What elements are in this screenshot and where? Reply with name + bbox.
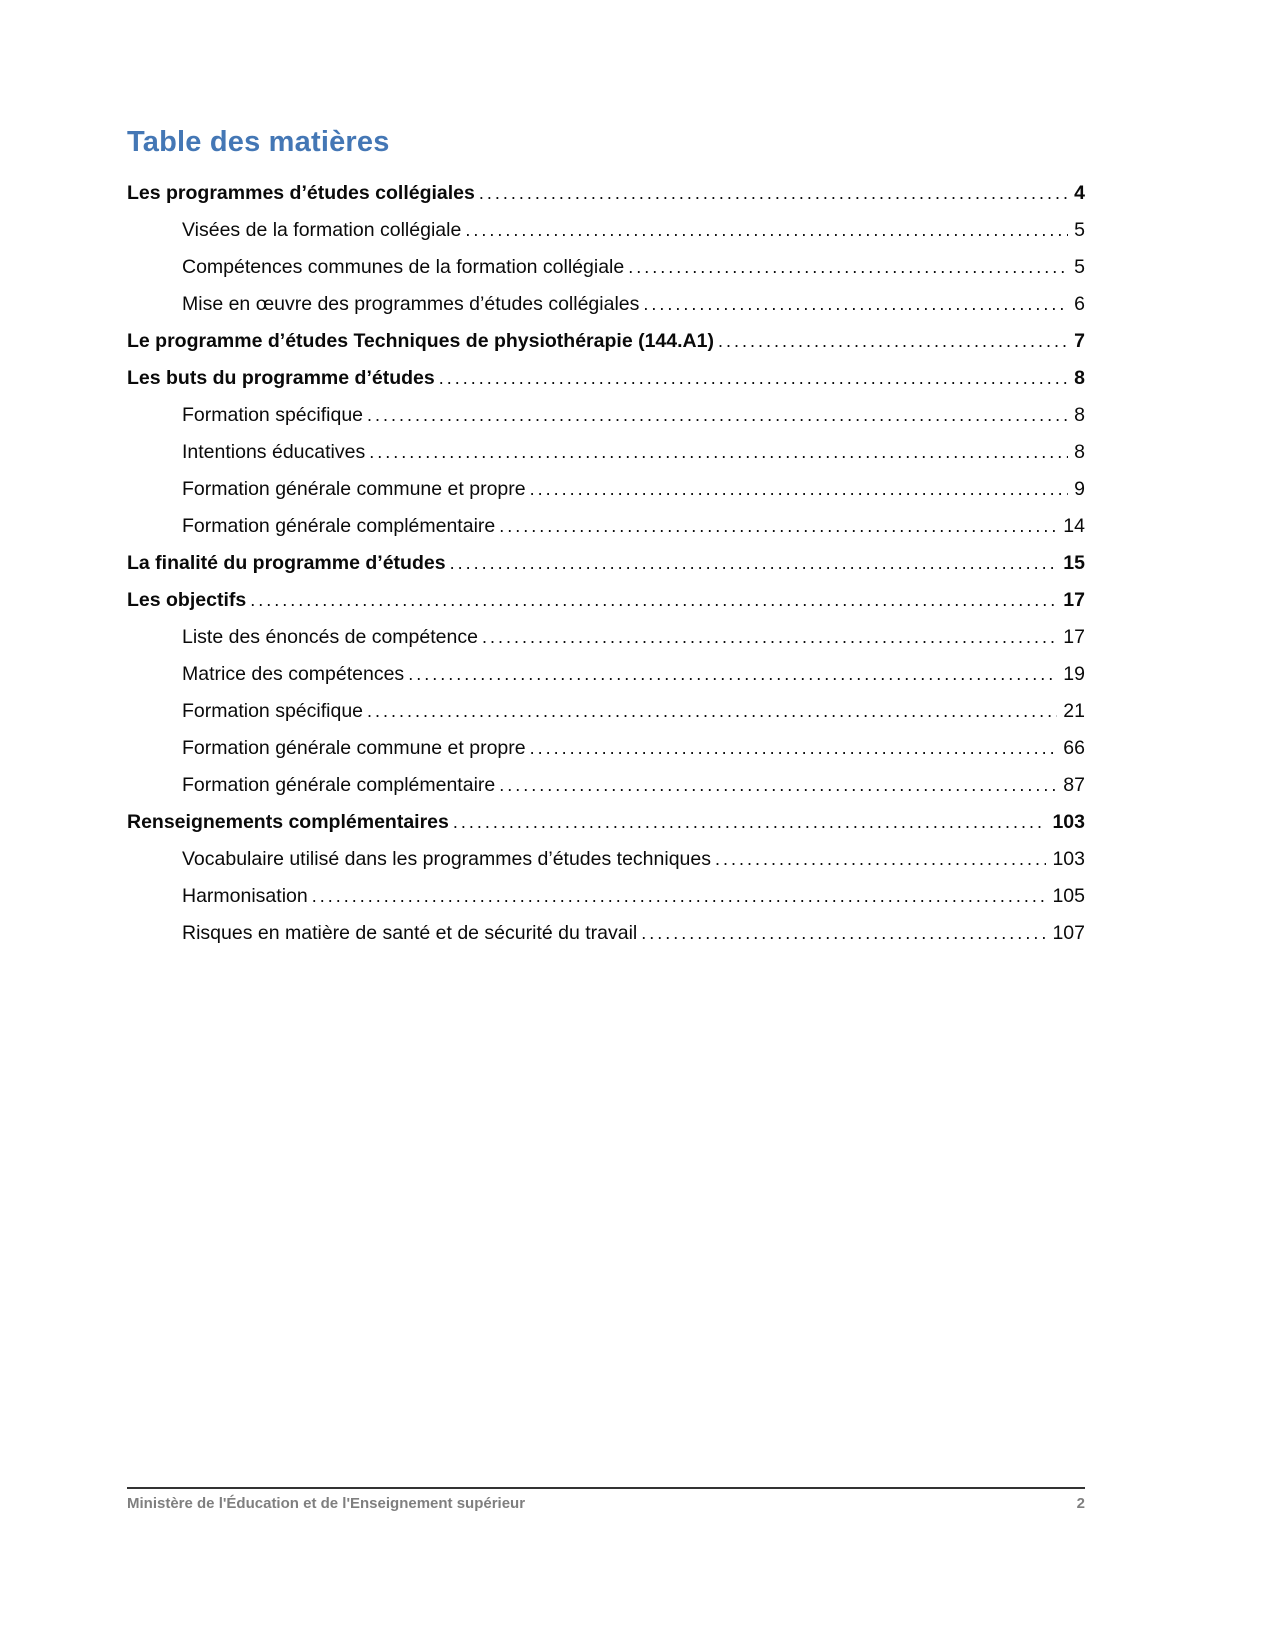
toc-entry-label: Harmonisation — [182, 885, 308, 907]
toc-entry-label: Visées de la formation collégiale — [182, 219, 462, 241]
toc-entry — [127, 397, 1085, 434]
toc-dot-leader — [312, 878, 1047, 915]
toc-page-number: 9 — [1074, 478, 1085, 500]
toc-entry-label: Le programme d’études Techniques de physiothérapie (144.A1) — [127, 330, 714, 352]
toc-entry-label: Renseignements complémentaires — [127, 811, 449, 833]
toc-entry-label: Formation générale commune et propre — [182, 737, 526, 759]
toc-entry — [127, 286, 1085, 323]
toc-entry — [127, 878, 1085, 915]
toc-entry — [127, 508, 1085, 545]
toc-entry-label: Formation générale complémentaire — [182, 515, 496, 537]
toc-dot-leader — [408, 656, 1057, 693]
toc-page-number: 8 — [1074, 367, 1085, 389]
toc-dot-leader — [450, 545, 1058, 582]
toc-entry — [127, 323, 1085, 360]
toc-page-number: 6 — [1074, 293, 1085, 315]
toc-page-number: 8 — [1074, 441, 1085, 463]
toc-page-number: 7 — [1074, 330, 1085, 352]
page-content — [127, 126, 1085, 952]
toc-dot-leader — [367, 693, 1057, 730]
toc-entry — [127, 915, 1085, 952]
footer-page-number: 2 — [1076, 1495, 1085, 1512]
toc-page-number: 15 — [1063, 552, 1085, 574]
toc-entry — [127, 804, 1085, 841]
toc-entry — [127, 582, 1085, 619]
toc-dot-leader — [439, 360, 1068, 397]
toc-page-number: 107 — [1052, 922, 1085, 944]
toc-page-number: 21 — [1063, 700, 1085, 722]
toc-entry — [127, 730, 1085, 767]
toc-entry — [127, 212, 1085, 249]
toc-dot-leader — [628, 249, 1068, 286]
toc-page-number: 66 — [1063, 737, 1085, 759]
toc-page-number: 17 — [1063, 589, 1085, 611]
toc-dot-leader — [453, 804, 1047, 841]
page-footer — [127, 1487, 1085, 1512]
toc-dot-leader — [369, 434, 1068, 471]
toc-entry-label: Les buts du programme d’études — [127, 367, 435, 389]
toc-entry-label: Formation générale complémentaire — [182, 774, 496, 796]
toc-dot-leader — [499, 508, 1057, 545]
toc-dot-leader — [465, 212, 1068, 249]
footer-ministry-text: Ministère de l'Éducation et de l'Enseignement supérieur — [127, 1495, 526, 1512]
toc-dot-leader — [715, 841, 1046, 878]
toc-entry-label: Intentions éducatives — [182, 441, 366, 463]
toc-page-number: 5 — [1074, 256, 1085, 278]
toc-entry — [127, 471, 1085, 508]
toc-entry-label: Formation générale commune et propre — [182, 478, 526, 500]
toc-entry-label: La finalité du programme d’études — [127, 552, 446, 574]
toc-dot-leader — [530, 730, 1058, 767]
toc-entry-label: Mise en œuvre des programmes d’études collégiales — [182, 293, 640, 315]
toc-dot-leader — [643, 286, 1068, 323]
toc-entry — [127, 693, 1085, 730]
toc-entry-label: Matrice des compétences — [182, 663, 405, 685]
toc-entry-label: Liste des énoncés de compétence — [182, 626, 478, 648]
toc-dot-leader — [367, 397, 1068, 434]
toc-list — [127, 175, 1085, 952]
toc-entry — [127, 249, 1085, 286]
toc-page-number: 17 — [1063, 626, 1085, 648]
toc-entry — [127, 841, 1085, 878]
toc-page-number: 8 — [1074, 404, 1085, 426]
toc-dot-leader — [718, 323, 1068, 360]
toc-dot-leader — [530, 471, 1069, 508]
toc-page-number: 105 — [1052, 885, 1085, 907]
toc-entry-label: Formation spécifique — [182, 700, 364, 722]
toc-entry-label: Vocabulaire utilisé dans les programmes d’études techniques — [182, 848, 711, 870]
toc-entry — [127, 767, 1085, 804]
toc-page-number: 19 — [1063, 663, 1085, 685]
toc-entry — [127, 360, 1085, 397]
page-title: Table des matières — [127, 126, 390, 158]
toc-entry-label: Les objectifs — [127, 589, 247, 611]
toc-entry-label: Formation spécifique — [182, 404, 364, 426]
toc-entry — [127, 656, 1085, 693]
toc-page-number: 14 — [1063, 515, 1085, 537]
toc-dot-leader — [641, 915, 1046, 952]
toc-page-number: 103 — [1052, 811, 1085, 833]
toc-dot-leader — [499, 767, 1057, 804]
toc-page-number: 5 — [1074, 219, 1085, 241]
toc-entry-label: Compétences communes de la formation collégiale — [182, 256, 625, 278]
toc-entry-label: Risques en matière de santé et de sécurité du travail — [182, 922, 638, 944]
toc-dot-leader — [482, 619, 1057, 656]
toc-entry — [127, 434, 1085, 471]
toc-dot-leader — [479, 175, 1068, 212]
toc-entry-label: Les programmes d’études collégiales — [127, 182, 475, 204]
toc-page-number: 87 — [1063, 774, 1085, 796]
toc-page-number: 4 — [1074, 182, 1085, 204]
toc-entry — [127, 175, 1085, 212]
toc-entry — [127, 619, 1085, 656]
toc-dot-leader — [250, 582, 1057, 619]
toc-page-number: 103 — [1052, 848, 1085, 870]
toc-entry — [127, 545, 1085, 582]
